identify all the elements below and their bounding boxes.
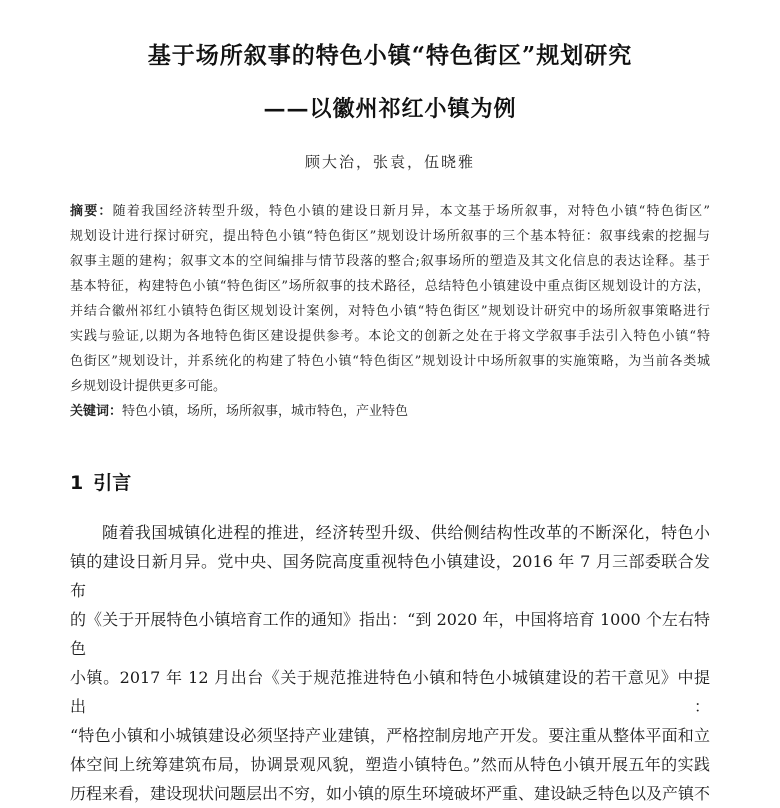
abstract-line: 乡规划设计提供更多可能。	[70, 379, 227, 394]
paper-page	[0, 40, 780, 803]
intro-paragraph	[70, 518, 710, 808]
abstract-line: 并结合徽州祁红小镇特色街区规划设计案例，对特色小镇“特色街区”规划设计研究中的场所叙事策略进行	[70, 304, 710, 319]
intro-line: 的《关于开展特色小镇培育工作的通知》指出：“到 2020 年，中国将培育 1000 个左右特色	[70, 610, 710, 658]
intro-line: 体空间上统筹建筑布局，协调景观风貌，塑造小镇特色。”然而从特色小镇开展五年的实践	[70, 755, 710, 774]
keywords-label: 关键词：	[70, 404, 123, 419]
intro-line: 小镇。2017 年 12 月出台《关于规范推进特色小镇和特色小城镇建设的若干意见》中提出：	[70, 668, 710, 716]
abstract-line: 基本特征，构建特色小镇“特色街区”场所叙事的技术路径，总结特色小镇建设中重点街区规划设计的方法，	[70, 279, 710, 294]
authors-line: 顾大治，张袁，伍晓雅	[304, 153, 475, 171]
intro-line: 镇的建设日新月异。党中央、国务院高度重视特色小镇建设，2016 年 7 月三部委联合发布	[70, 552, 710, 600]
intro-line: “特色小镇和小城镇建设必须坚持产业建镇，严格控制房地产开发。要注重从整体平面和立	[70, 726, 710, 745]
paper-title: 基于场所叙事的特色小镇“特色街区”规划研究	[147, 42, 633, 69]
abstract-line	[70, 199, 710, 224]
abstract-line: 规划设计进行探讨研究，提出特色小镇“特色街区”规划设计场所叙事的三个基本特征：叙事线索的挖掘与	[70, 229, 710, 244]
abstract-paragraph	[70, 199, 710, 399]
intro-line: 历程来看，建设现状问题层出不穷，如小镇的原生环境破坏严重、建设缺乏特色以及产镇不	[70, 784, 711, 803]
section-heading-introduction	[70, 470, 710, 496]
abstract-line-text: 随着我国经济转型升级，特色小镇的建设日新月异，本文基于场所叙事，对特色小镇“特色街区”	[112, 204, 710, 219]
keywords-line	[70, 399, 710, 424]
abstract-line: 叙事主题的建构；叙事文本的空间编排与情节段落的整合;叙事场所的塑造及其文化信息的表达诠释。基于	[70, 254, 710, 269]
keywords-text: 特色小镇，场所，场所叙事，城市特色，产业特色	[122, 404, 409, 419]
abstract-label: 摘要：	[70, 204, 113, 219]
section-title: 引言	[93, 472, 132, 494]
paper-subtitle: ——以徽州祁红小镇为例	[263, 96, 517, 122]
section-number: 1	[70, 472, 84, 494]
abstract-line: 实践与验证,以期为各地特色街区建设提供参考。本论文的创新之处在于将文学叙事手法引入特色小镇“特	[70, 329, 710, 344]
intro-line: 随着我国城镇化进程的推进，经济转型升级、供给侧结构性改革的不断深化，特色小	[102, 523, 710, 542]
abstract-line: 色街区”规划设计，并系统化的构建了特色小镇“特色街区”规划设计中场所叙事的实施策略，为当前各类城	[70, 354, 710, 369]
